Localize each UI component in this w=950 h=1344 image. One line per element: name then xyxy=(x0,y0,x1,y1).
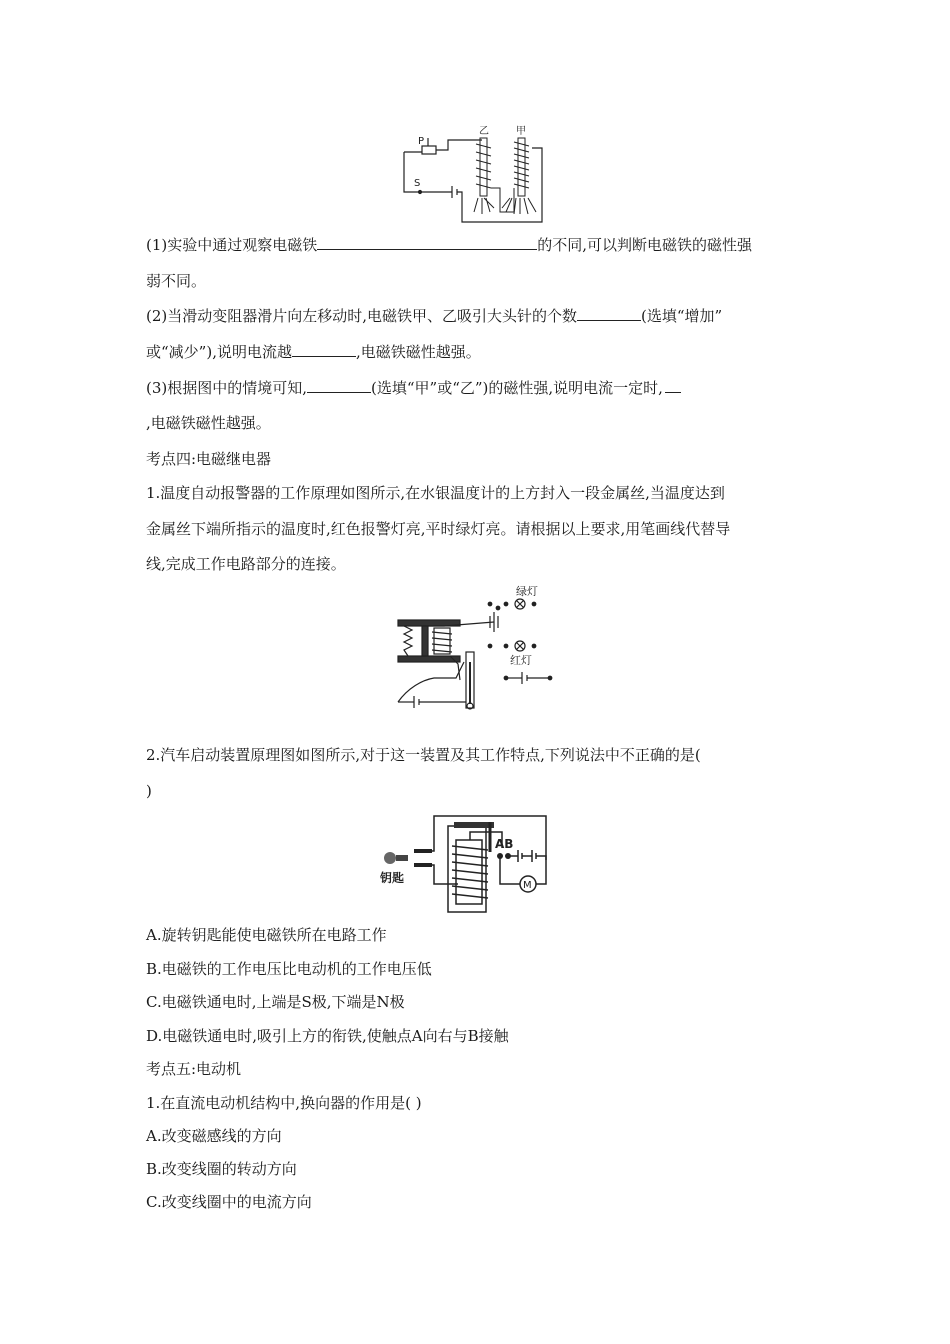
q1-part1-text-a: (1)实验中通过观察电磁铁 xyxy=(146,236,318,254)
s5-q1-option-a: A.改变磁感线的方向 xyxy=(146,1127,282,1145)
answer-blank-3[interactable] xyxy=(292,341,356,357)
section5-title: 考点五:电动机 xyxy=(146,1060,242,1078)
label-p: P xyxy=(418,136,425,147)
q1-part2-text-a: (2)当滑动变阻器滑片向左移动时,电磁铁甲、乙吸引大头针的个数 xyxy=(146,307,578,325)
label-yi: 乙 xyxy=(479,126,489,137)
s4-q1-line2: 金属丝下端所指示的温度时,红色报警灯亮,平时绿灯亮。请根据以上要求,用笔画线代替导 xyxy=(146,520,731,538)
label-jia: 甲 xyxy=(516,126,526,137)
s5-q1-option-b: B.改变线圈的转动方向 xyxy=(146,1160,297,1178)
q1-part1-line1 xyxy=(146,234,752,256)
s4-q2-line2: ) xyxy=(146,782,152,800)
label-red-lamp: 红灯 xyxy=(510,654,532,667)
q1-part1-line2: 弱不同。 xyxy=(146,272,207,290)
label-green-lamp: 绿灯 xyxy=(516,585,538,598)
car-starter-figure xyxy=(378,812,574,918)
electromagnet-figure xyxy=(400,122,550,224)
label-key: 钥匙 xyxy=(380,871,405,885)
s4-q2-option-c: C.电磁铁通电时,上端是S极,下端是N极 xyxy=(146,993,405,1011)
s4-q2-option-b: B.电磁铁的工作电压比电动机的工作电压低 xyxy=(146,960,432,978)
label-ab: AB xyxy=(495,837,514,851)
q1-part1-text-b: 的不同,可以判断电磁铁的磁性强 xyxy=(537,236,753,254)
s4-q2-option-a: A.旋转钥匙能使电磁铁所在电路工作 xyxy=(146,926,387,944)
answer-blank-2[interactable] xyxy=(577,305,641,321)
label-motor: M xyxy=(523,880,532,891)
q1-part3-line2: ,电磁铁磁性越强。 xyxy=(146,414,271,432)
s4-q2-line1: 2.汽车启动装置原理图如图所示,对于这一装置及其工作特点,下列说法中不正确的是( xyxy=(146,746,701,764)
s5-q1-option-c: C.改变线圈中的电流方向 xyxy=(146,1193,312,1211)
q1-part3-line1 xyxy=(146,377,681,399)
s4-q1-line3: 线,完成工作电路部分的连接。 xyxy=(146,555,346,573)
label-s: S xyxy=(414,178,421,189)
q1-part3-text-a: (3)根据图中的情境可知, xyxy=(146,379,308,397)
temperature-alarm-figure xyxy=(394,584,564,716)
answer-blank-4[interactable] xyxy=(307,377,371,393)
answer-blank-1[interactable] xyxy=(317,234,537,250)
s5-q1: 1.在直流电动机结构中,换向器的作用是( ) xyxy=(146,1094,422,1112)
s4-q1-line1: 1.温度自动报警器的工作原理如图所示,在水银温度计的上方封入一段金属丝,当温度达到 xyxy=(146,484,725,502)
s4-q2-option-d: D.电磁铁通电时,吸引上方的衔铁,使触点A向右与B接触 xyxy=(146,1027,509,1045)
q1-part3-text-b: (选填“甲”或“乙”)的磁性强,说明电流一定时, xyxy=(371,379,663,397)
answer-blank-5[interactable] xyxy=(665,377,681,393)
section4-title: 考点四:电磁继电器 xyxy=(146,450,272,468)
q1-part2-line1 xyxy=(146,305,722,327)
q1-part2-line2 xyxy=(146,341,481,363)
q1-part2-text-d: ,电磁铁磁性越强。 xyxy=(355,343,481,361)
q1-part2-text-b: (选填“增加” xyxy=(641,307,723,325)
q1-part2-text-c: 或“减少”),说明电流越 xyxy=(146,343,292,361)
